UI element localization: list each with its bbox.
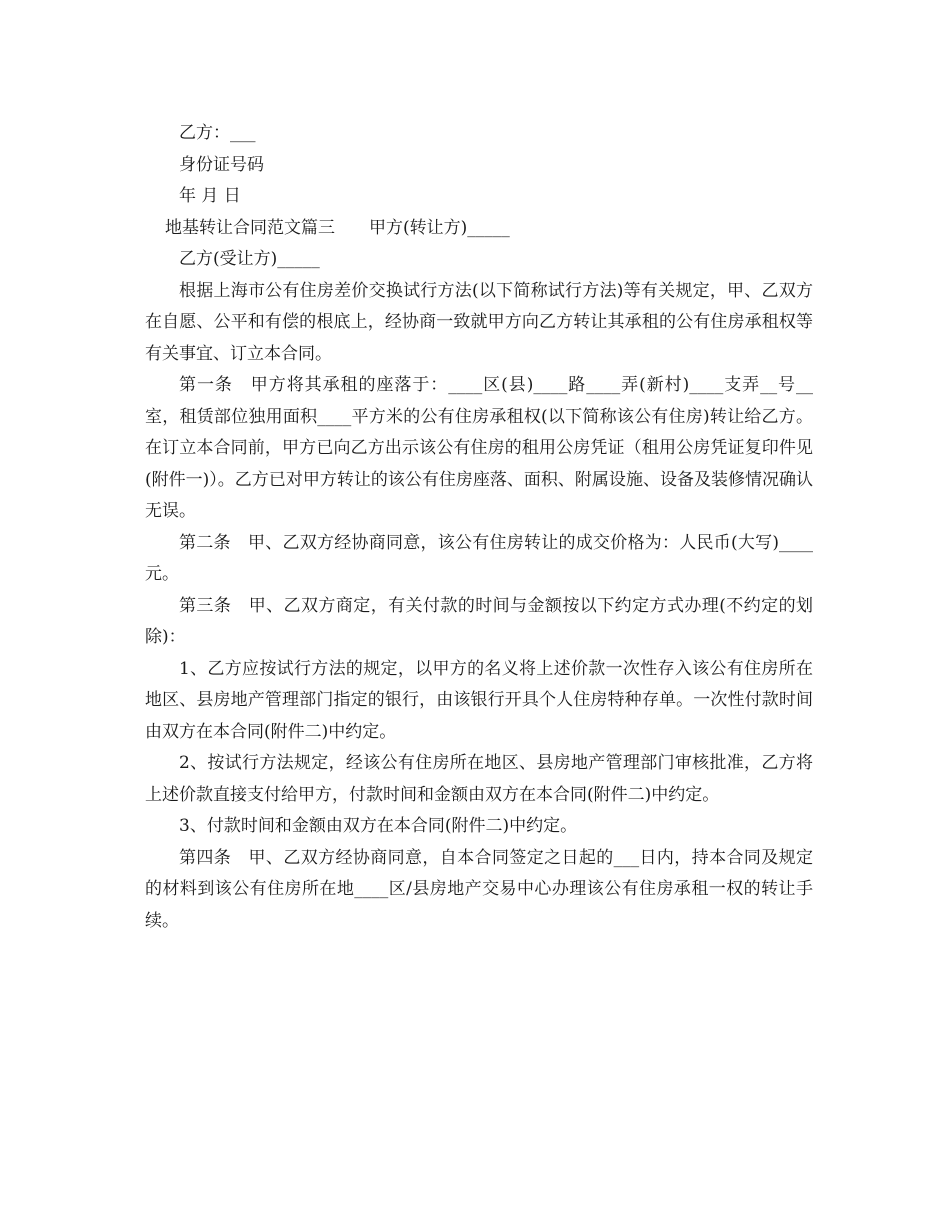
date-line: 年 月 日 xyxy=(179,186,241,206)
paragraph-article-3: 第三条 甲、乙双方商定，有关付款的时间与金额按以下约定方式办理(不约定的划除)： xyxy=(145,595,813,647)
paragraph-article-2: 第二条 甲、乙双方经协商同意，该公有住房转让的成交价格为：人民币(大写)____元。 xyxy=(145,532,813,584)
section-heading: 地基转让合同范文篇三 甲方(转让方)_____ xyxy=(165,217,510,238)
paragraph-item-3: 3、付款时间和金额由双方在本合同(附件二)中约定。 xyxy=(179,816,578,836)
id-number-line: 身份证号码 xyxy=(179,154,264,175)
party-b-signature-line: 乙方：___ xyxy=(179,123,256,143)
contract-text xyxy=(145,118,813,937)
paragraph-item-2: 2、按试行方法规定，经该公有住房所在地区、县房地产管理部门审核批准，乙方将上述价款直接支付给甲方，付款时间和金额由双方在本合同(附件二)中约定。 xyxy=(145,753,813,805)
paragraph-article-1: 第一条 甲方将其承租的座落于：____区(县)____路____弄(新村)____支弄__号__室，租赁部位独用面积____平方米的公有住房承租权(以下简称该公有住房)转让给乙方。在订立本合同前，甲方已向乙方出示该公有住房的租用公房凭证（租用公房凭证复印件见(附件一)）。乙方已对甲方转让的该公有住房座落、面积、附属设施、设备及装修情况确认无误。 xyxy=(145,375,813,521)
paragraph-preamble: 根据上海市公有住房差价交换试行方法(以下简称试行方法)等有关规定，甲、乙双方在自愿、公平和有偿的根底上，经协商一致就甲方向乙方转让其承租的公有住房承租权等有关事宜、订立本合同。 xyxy=(145,280,813,364)
paragraph-item-1: 1、乙方应按试行方法的规定，以甲方的名义将上述价款一次性存入该公有住房所在地区、县房地产管理部门指定的银行，由该银行开具个人住房特种存单。一次性付款时间由双方在本合同(附件二)中约定。 xyxy=(145,658,813,742)
party-b-line: 乙方(受让方)_____ xyxy=(179,249,320,269)
paragraph-article-4: 第四条 甲、乙双方经协商同意，自本合同签定之日起的___日内，持本合同及规定的材料到该公有住房所在地____区/县房地产交易中心办理该公有住房承租一权的转让手续。 xyxy=(145,847,813,931)
